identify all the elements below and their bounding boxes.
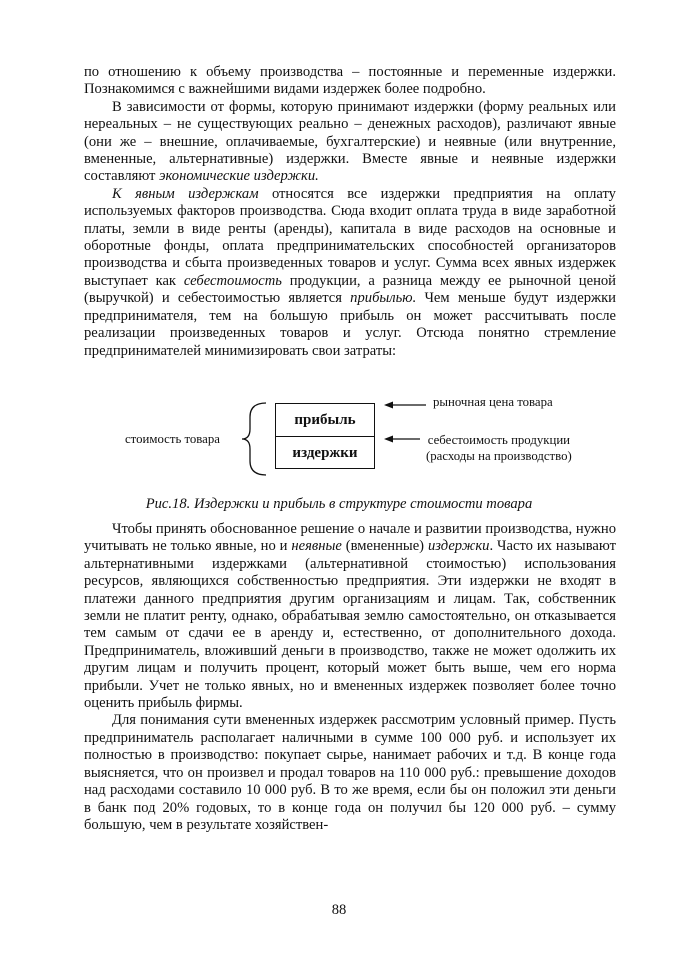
text-block-top [84, 64, 616, 360]
paragraph [84, 521, 616, 712]
figure-caption: Рис.18. Издержки и прибыль в структуре стоимости товара [145, 496, 533, 512]
paragraph-text: В зависимости от формы, которую принимают издержки (форму реальных или нереальных – не существующих реально – денежных расходов), различают явные (они же – внешние, оплачиваемые, бухгалтерские) и неявные (или внутренние, вмененные, альтернативные) издержки. Вместе явные и неявные издержки составляют [84, 98, 616, 185]
production-cost-line2: (расходы на производство) [426, 449, 572, 463]
paragraph [84, 64, 616, 99]
paragraph [84, 712, 616, 834]
paragraph-text: Чем меньше будут издержки предпринимателя, тем на большую прибыль он может рассчитывать после реализации произведенных товаров и услуг. Отсюда понятно стремление предпринимателей минимизировать свои затраты: [84, 290, 616, 359]
emphasis-term: себестоимость [183, 272, 282, 289]
paragraph-text: по отношению к объему производства – постоянные и переменные издержки. Познакомимся с важнейшими видами издержек более подробно. [84, 64, 616, 98]
production-cost-line1: себестоимость продукции [427, 433, 571, 447]
emphasis-term: прибылью. [350, 290, 417, 307]
arrow-head-market-price [384, 402, 393, 409]
emphasis-term: экономические издержки. [159, 168, 319, 185]
production-cost-label [426, 432, 572, 464]
emphasis-term: неявные [291, 538, 342, 555]
paragraph-text: относятся все издержки предприятия на оплату используемых факторов производства. Сюда входит оплата труда в виде заработной платы, земли в виде ренты (аренды), капитала в виде расходов на основные и оборотные фонды, оплата предпринимательских способностей организаторов производства и сбыта произведенных товаров и услуг. Сумма всех явных издержек выступает как [84, 185, 616, 289]
text-block-bottom [84, 521, 616, 834]
cost-profit-figure [0, 395, 678, 485]
paragraph-text: продукции, а разница между ее рыночной ценой (выручкой) и себестоимостью является [84, 272, 616, 307]
profit-cell: прибыль [276, 404, 374, 437]
costs-cell: издержки [292, 445, 358, 461]
emphasis-term: К явным издержкам [112, 185, 259, 202]
page-number: 88 [331, 902, 347, 918]
curly-brace [242, 403, 266, 475]
paragraph-text: Чтобы принять обоснованное решение о начале и развитии производства, нужно учитывать не только явные, но и [84, 521, 616, 555]
paragraph-text: . Часто их называют альтернативными издержками (альтернативной стоимостью) использования ресурсов, являющихся собственностью предприятия. Эти издержки не входят в платежи данного предприятия другим организациям и лицам. Так, собственник земли не платит ренту, однако, обрабатывая землю самостоятельно, он отказывается тем самым от сдачи ее в аренду и, естественно, от дополнительного дохода. Предприниматель, вложивший деньги в производство, также не может одолжить их другим лицам и получить процент, который может быть выше, чем его норма прибыли. Учет не только явных, но и вмененных издержек позволяет более точно оценить прибыль фирмы. [84, 538, 616, 712]
paragraph-text: Для понимания сути вмененных издержек рассмотрим условный пример. Пусть предприниматель располагает наличными в сумме 100 000 руб. и использует их полностью в производство: покупает сырье, нанимает рабочих и т.д. В конце года выясняется, что он произвел и продал товаров на 110 000 руб.: превышение доходов над расходами составило 10 000 руб. В то же время, если бы он положил эти деньги в банк под 20% годовых, то в конце года он получил бы 120 000 руб. – сумму большую, чем в результате хозяйствен- [84, 712, 616, 833]
market-price-label: рыночная цена товара [433, 395, 553, 409]
paragraph [84, 99, 616, 186]
value-structure-box [275, 403, 375, 469]
arrow-head-cost [384, 436, 393, 443]
paragraph [84, 186, 616, 360]
paragraph-text: (вмененные) [341, 538, 428, 555]
product-value-label: стоимость товара [125, 432, 220, 446]
emphasis-term: издержки [427, 538, 490, 555]
